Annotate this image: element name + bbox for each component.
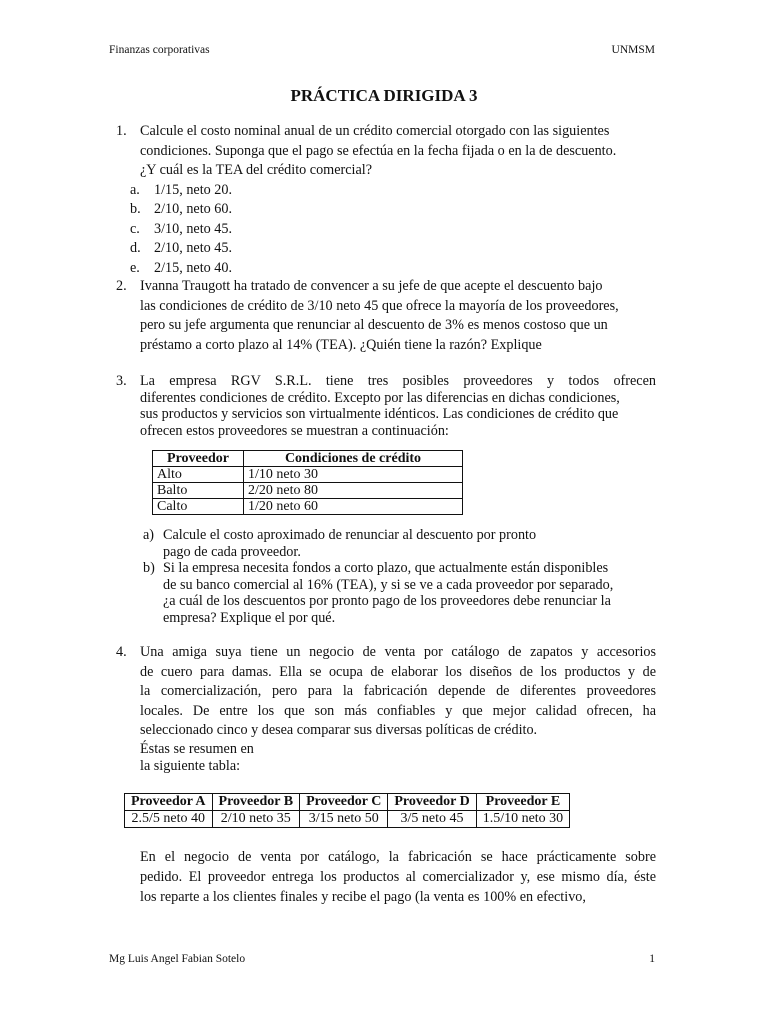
question-line: seleccionado cinco y desea comparar sus diversas políticas de crédito. [140,722,538,738]
option-letter: e. [130,259,140,276]
question-line: diferentes condiciones de crédito. Excepto por las diferencias en dichas condiciones, [140,389,620,406]
table-cell: 1.5/10 neto 30 [476,811,570,828]
subitem-b [143,560,658,626]
table-cell: 3/5 neto 45 [388,811,476,828]
table-cell: 3/15 neto 50 [300,811,388,828]
question-2 [116,277,656,355]
table-header: Proveedor D [388,794,476,811]
question-line: Éstas se resumen en [140,740,254,757]
question-line: de cuero para damas. Ella se ocupa de elaborar los diseños de los productos y de [140,663,656,680]
question-line: sus productos y servicios son virtualmente idénticos. Las condiciones de crédito que [140,406,619,422]
question-line: ¿Y cuál es la TEA del crédito comercial? [140,162,373,178]
header-course: Finanzas corporativas [109,44,210,56]
question-line: ofrecen estos proveedores se muestran a continuación: [140,422,449,439]
option-letter: d. [130,240,141,256]
header-university: UNMSM [611,44,655,56]
subitem-line: de su banco comercial al 16% (TEA), y si se ve a cada proveedor por separado, [163,576,614,593]
question-line: Calcule el costo nominal anual de un crédito comercial otorgado con las siguientes [140,123,610,139]
supplier-table-2 [124,793,570,828]
question-line: Una amiga suya tiene un negocio de venta por catálogo de zapatos y accesorios [140,644,656,660]
table-row [153,499,463,515]
question-number: 2. [116,278,127,294]
option-text: 2/10, neto 45. [154,240,233,256]
paragraph-line: En el negocio de venta por catálogo, la fabricación se hace prácticamente sobre [140,849,656,865]
subitem-letter: b) [143,560,155,576]
question-line: locales. De entre los que son más confiables y que mejor calidad ofrecen, ha [140,702,656,719]
question-line: condiciones. Suponga que el pago se efectúa en la fecha fijada o en la de descuento. [140,142,617,159]
question-4 [116,643,656,775]
table-header: Condiciones de crédito [244,451,463,467]
option-letter: c. [130,220,140,237]
table-row [125,811,570,828]
question-3-subitems [143,527,658,626]
subitem-line: ¿a cuál de los descuentos por pronto pago de los proveedores debe renunciar la [163,593,611,609]
question-line: la siguiente tabla: [140,757,241,774]
table-cell: Alto [153,467,244,483]
paragraph-line: los reparte a los clientes finales y recibe el pago (la venta es 100% en efectivo, [140,889,586,905]
table-header: Proveedor C [300,794,388,811]
option-text: 2/10, neto 60. [154,201,233,217]
table-header: Proveedor B [212,794,300,811]
table-row [153,467,463,483]
question-line: las condiciones de crédito de 3/10 neto 45 que ofrece la mayoría de los proveedores, [140,297,619,314]
question-4-continuation [140,847,656,907]
table-cell: Calto [153,499,244,515]
table-cell: 2.5/5 neto 40 [125,811,213,828]
table-cell: 1/20 neto 60 [244,499,463,515]
question-number: 4. [116,644,127,660]
subitem-line: pago de cada proveedor. [163,543,301,560]
question-number: 3. [116,373,127,389]
option-letter: b. [130,201,141,217]
question-line: Ivanna Traugott ha tratado de convencer a su jefe de que acepte el descuento bajo [140,278,603,294]
question-line: préstamo a corto plazo al 14% (TEA). ¿Quién tiene la razón? Explique [140,336,542,353]
table-header: Proveedor A [125,794,213,811]
table-cell: 2/10 neto 35 [212,811,300,828]
question-line: la comercialización, pero para la fabricación depende de diferentes proveedores [140,683,656,699]
option-text: 3/10, neto 45. [154,220,233,237]
subitem-line: empresa? Explique el por qué. [163,609,336,626]
table-row [153,483,463,499]
paragraph-line: pedido. El proveedor entrega los productos al comercializador y, ese mismo día, éste [140,869,656,885]
table-cell: Balto [153,483,244,499]
supplier-table-1 [152,450,463,515]
question-1 [116,122,656,278]
table-header: Proveedor E [476,794,570,811]
table-cell: 2/20 neto 80 [244,483,463,499]
question-3 [116,373,656,439]
page-title: PRÁCTICA DIRIGIDA 3 [290,86,478,105]
table-header: Proveedor [153,451,244,467]
table-cell: 1/10 neto 30 [244,467,463,483]
question-line: pero su jefe argumenta que renunciar al descuento de 3% es menos costoso que un [140,317,608,333]
page-number: 1 [649,953,655,965]
subitem-a [143,527,658,560]
question-line: La empresa RGV S.R.L. tiene tres posibles proveedores y todos ofrecen [140,373,656,389]
option-text: 1/15, neto 20. [154,181,233,198]
option-letter: a. [130,181,140,198]
subitem-line: Calcule el costo aproximado de renunciar al descuento por pronto [163,527,537,543]
question-number: 1. [116,123,127,139]
subitem-letter: a) [143,527,155,543]
footer-author: Mg Luis Angel Fabian Sotelo [109,953,246,965]
option-text: 2/15, neto 40. [154,259,233,276]
subitem-line: Si la empresa necesita fondos a corto plazo, que actualmente están disponibles [163,560,609,576]
